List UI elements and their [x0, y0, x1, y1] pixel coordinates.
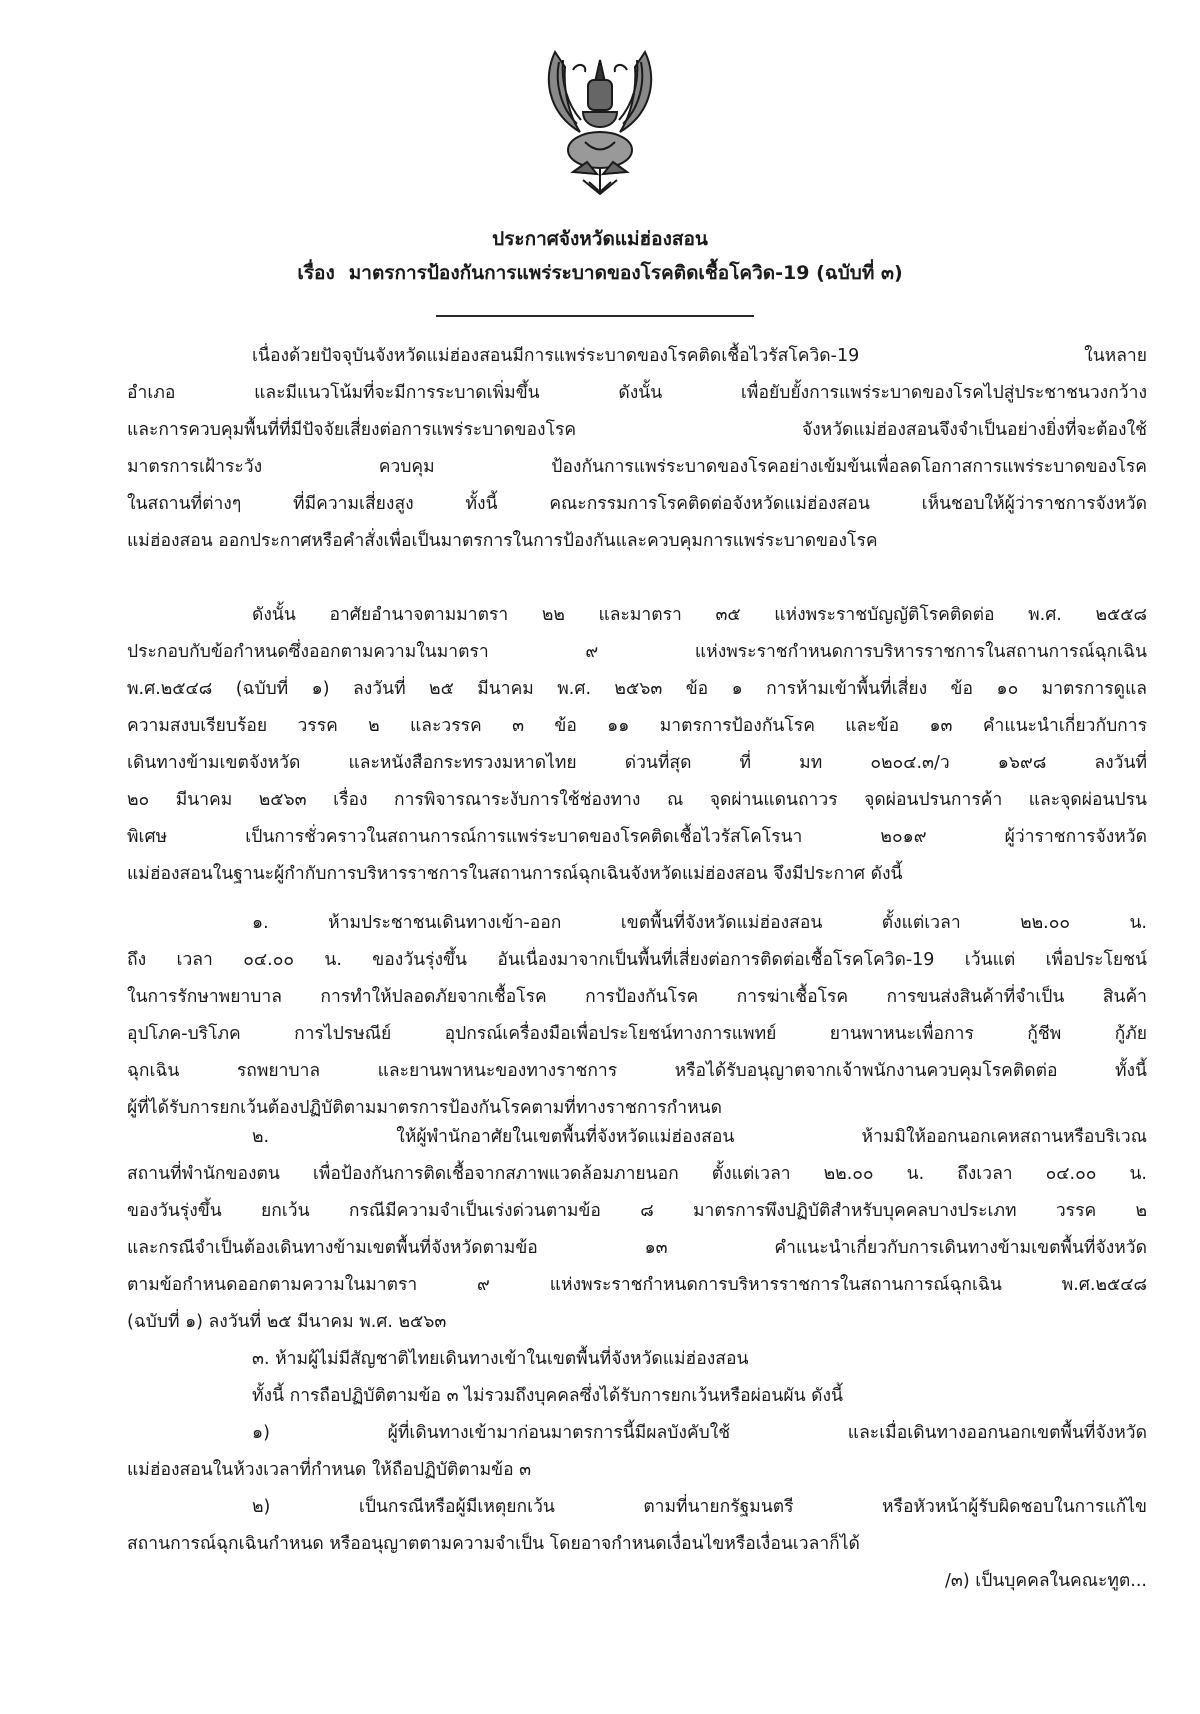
text-line: ผู้ที่ได้รับการยกเว้นต้องปฏิบัติตามมาตรการป้องกันโรคตามที่ทางราชการกำหนด	[127, 1098, 722, 1118]
text-line: ของวันรุ่งขึ้น ยกเว้น กรณีมีความจำเป็นเร่งด่วนตามข้อ ๘ มาตรการพึงปฏิบัติสำหรับบุคคลบางประเภท วรรค ๒	[127, 1201, 1147, 1221]
text-line: สถานที่พำนักของตน เพื่อป้องกันการติดเชื้อจากสภาพแวดล้อมภายนอก ตั้งแต่เวลา ๒๒.๐๐ น. ถึงเวลา ๐๔.๐๐ น.	[127, 1164, 1148, 1184]
authority-paragraph	[127, 597, 1147, 893]
text-line: แม่ฮ่องสอน ออกประกาศหรือคำสั่งเพื่อเป็นมาตรการในการป้องกันและควบคุมการแพร่ระบาดของโรค	[127, 531, 878, 551]
exception-2-line: ๒) เป็นกรณีหรือผู้มีเหตุยกเว้น ตามที่นายกรัฐมนตรี หรือหัวหน้าผู้รับผิดชอบในการแก้ไข	[252, 1497, 1147, 1517]
exception-1-line: ๑) ผู้ที่เดินทางเข้ามาก่อนมาตรการนี้มีผลบังคับใช้ และเมื่อเดินทางออกนอกเขตพื้นที่จังหวัด	[252, 1423, 1147, 1443]
announcement-title: ประกาศจังหวัดแม่ฮ่องสอน	[492, 228, 708, 250]
text-line: ๓. ห้ามผู้ไม่มีสัญชาติไทยเดินทางเข้าในเขตพื้นที่จังหวัดแม่ฮ่องสอน	[252, 1349, 749, 1369]
text-line: และกรณีจำเป็นต้องเดินทางข้ามเขตพื้นที่จังหวัดตามข้อ ๑๓ คำแนะนำเกี่ยวกับการเดินทางข้ามเขตพื้นที่จังหวัด	[127, 1238, 1147, 1258]
text-line: ในสถานที่ต่างๆ ที่มีความเสี่ยงสูง ทั้งนี้ คณะกรรมการโรคติดต่อจังหวัดแม่ฮ่องสอน เห็นชอบให้ผู้ว่าราชการจังหวัด	[127, 494, 1147, 514]
text-line: ๒๐ มีนาคม ๒๕๖๓ เรื่อง การพิจารณาระงับการใช้ช่องทาง ณ จุดผ่านแดนถาวร จุดผ่อนปรนการค้า และจุดผ่อนปรน	[127, 790, 1147, 810]
text-line: ดังนั้น อาศัยอำนาจตามมาตรา ๒๒ และมาตรา ๓๕ แห่งพระราชบัญญัติโรคติดต่อ พ.ศ. ๒๕๕๘	[252, 605, 1147, 625]
continuation-note: /๓) เป็นบุคคลในคณะทูต...	[945, 1571, 1147, 1591]
clause-2	[127, 1119, 1147, 1341]
exception-1-line: แม่ฮ่องสอนในห้วงเวลาที่กำหนด ให้ถือปฏิบัติตามข้อ ๓	[127, 1460, 532, 1480]
text-line: อุปโภค-บริโภค การไปรษณีย์ อุปกรณ์เครื่องมือเพื่อประโยชน์ทางการแพทย์ ยานพาหนะเพื่อการ กู้ชีพ กู้ภัย	[127, 1024, 1147, 1044]
exception-2-line: สถานการณ์ฉุกเฉินกำหนด หรืออนุญาตตามความจำเป็น โดยอาจกำหนดเงื่อนไขหรือเงื่อนเวลาก็ได้	[127, 1534, 860, 1554]
text-line: ในการรักษาพยาบาล การทำให้ปลอดภัยจากเชื้อโรค การป้องกันโรค การฆ่าเชื้อโรค การขนส่งสินค้าที่จำเป็น สินค้า	[127, 987, 1147, 1007]
text-line: ๒. ให้ผู้พำนักอาศัยในเขตพื้นที่จังหวัดแม่ฮ่องสอน ห้ามมิให้ออกนอกเคหสถานหรือบริเวณ	[252, 1127, 1147, 1147]
text-line: ประกอบกับข้อกำหนดซึ่งออกตามความในมาตรา ๙ แห่งพระราชกำหนดการบริหารราชการในสถานการณ์ฉุกเฉิน	[127, 642, 1147, 662]
garuda-emblem-icon	[525, 22, 675, 197]
text-line: แม่ฮ่องสอนในฐานะผู้กำกับการบริหารราชการในสถานการณ์ฉุกเฉินจังหวัดแม่ฮ่องสอน จึงมีประกาศ ดังนี้	[127, 864, 903, 884]
text-line: และการควบคุมพื้นที่ที่มีปัจจัยเสี่ยงต่อการแพร่ระบาดของโรค จังหวัดแม่ฮ่องสอนจึงจำเป็นอย่างยิ่งที่จะต้องใช้	[127, 420, 1147, 440]
subject-text: มาตรการป้องกันการแพร่ระบาดของโรคติดเชื้อโควิด-19 (ฉบับที่ ๓)	[348, 262, 903, 284]
text-line: เดินทางข้ามเขตจังหวัด และหนังสือกระทรวงมหาดไทย ด่วนที่สุด ที่ มท ๐๒๐๔.๓/ว ๑๖๙๘ ลงวันที่	[127, 753, 1147, 773]
clause-3	[127, 1341, 1147, 1600]
title-divider	[436, 315, 754, 317]
subject-label: เรื่อง	[297, 262, 335, 284]
text-line: ทั้งนี้ การถือปฏิบัติตามข้อ ๓ ไม่รวมถึงบุคคลซึ่งได้รับการยกเว้นหรือผ่อนผัน ดังนี้	[252, 1386, 844, 1406]
clause-1	[127, 905, 1147, 1127]
text-line: พ.ศ.๒๕๔๘ (ฉบับที่ ๑) ลงวันที่ ๒๕ มีนาคม พ.ศ. ๒๕๖๓ ข้อ ๑ การห้ามเข้าพื้นที่เสี่ยง ข้อ ๑๐ มาตรการดูแล	[127, 679, 1147, 699]
text-line: (ฉบับที่ ๑) ลงวันที่ ๒๕ มีนาคม พ.ศ. ๒๕๖๓	[127, 1312, 447, 1332]
text-line: เนื่องด้วยปัจจุบันจังหวัดแม่ฮ่องสอนมีการแพร่ระบาดของโรคติดเชื้อไวรัสโควิด-19 ในหลาย	[252, 346, 1147, 366]
announcement-subject	[0, 258, 1200, 288]
text-line: พิเศษ เป็นการชั่วคราวในสถานการณ์การแพร่ระบาดของโรคติดเชื้อไวรัสโคโรนา ๒๐๑๙ ผู้ว่าราชการจังหวัด	[127, 827, 1147, 847]
text-line: ๑. ห้ามประชาชนเดินทางเข้า-ออก เขตพื้นที่จังหวัดแม่ฮ่องสอน ตั้งแต่เวลา ๒๒.๐๐ น.	[252, 913, 1147, 933]
text-line: อำเภอ และมีแนวโน้มที่จะมีการระบาดเพิ่มขึ้น ดังนั้น เพื่อยับยั้งการแพร่ระบาดของโรคไปสู่ประชาชนวงกว้าง	[127, 383, 1147, 403]
text-line: ความสงบเรียบร้อย วรรค ๒ และวรรค ๓ ข้อ ๑๑ มาตรการป้องกันโรค และข้อ ๑๓ คำแนะนำเกี่ยวกับการ	[127, 716, 1147, 736]
text-line: ตามข้อกำหนดออกตามความในมาตรา ๙ แห่งพระราชกำหนดการบริหารราชการในสถานการณ์ฉุกเฉิน พ.ศ.๒๕๔๘	[127, 1275, 1147, 1295]
preamble-paragraph	[127, 338, 1147, 560]
text-line: ถึง เวลา ๐๔.๐๐ น. ของวันรุ่งขึ้น อันเนื่องมาจากเป็นพื้นที่เสี่ยงต่อการติดต่อเชื้อโรคโควิด-19 เว้นแต่ เพื่อประโยชน์	[127, 950, 1147, 970]
text-line: มาตรการเฝ้าระวัง ควบคุม ป้องกันการแพร่ระบาดของโรคอย่างเข้มข้นเพื่อลดโอกาสการแพร่ระบาดของโรค	[127, 457, 1147, 477]
text-line: ฉุกเฉิน รถพยาบาล และยานพาหนะของทางราชการ หรือได้รับอนุญาตจากเจ้าพนักงานควบคุมโรคติดต่อ ทั้งนี้	[127, 1061, 1147, 1081]
